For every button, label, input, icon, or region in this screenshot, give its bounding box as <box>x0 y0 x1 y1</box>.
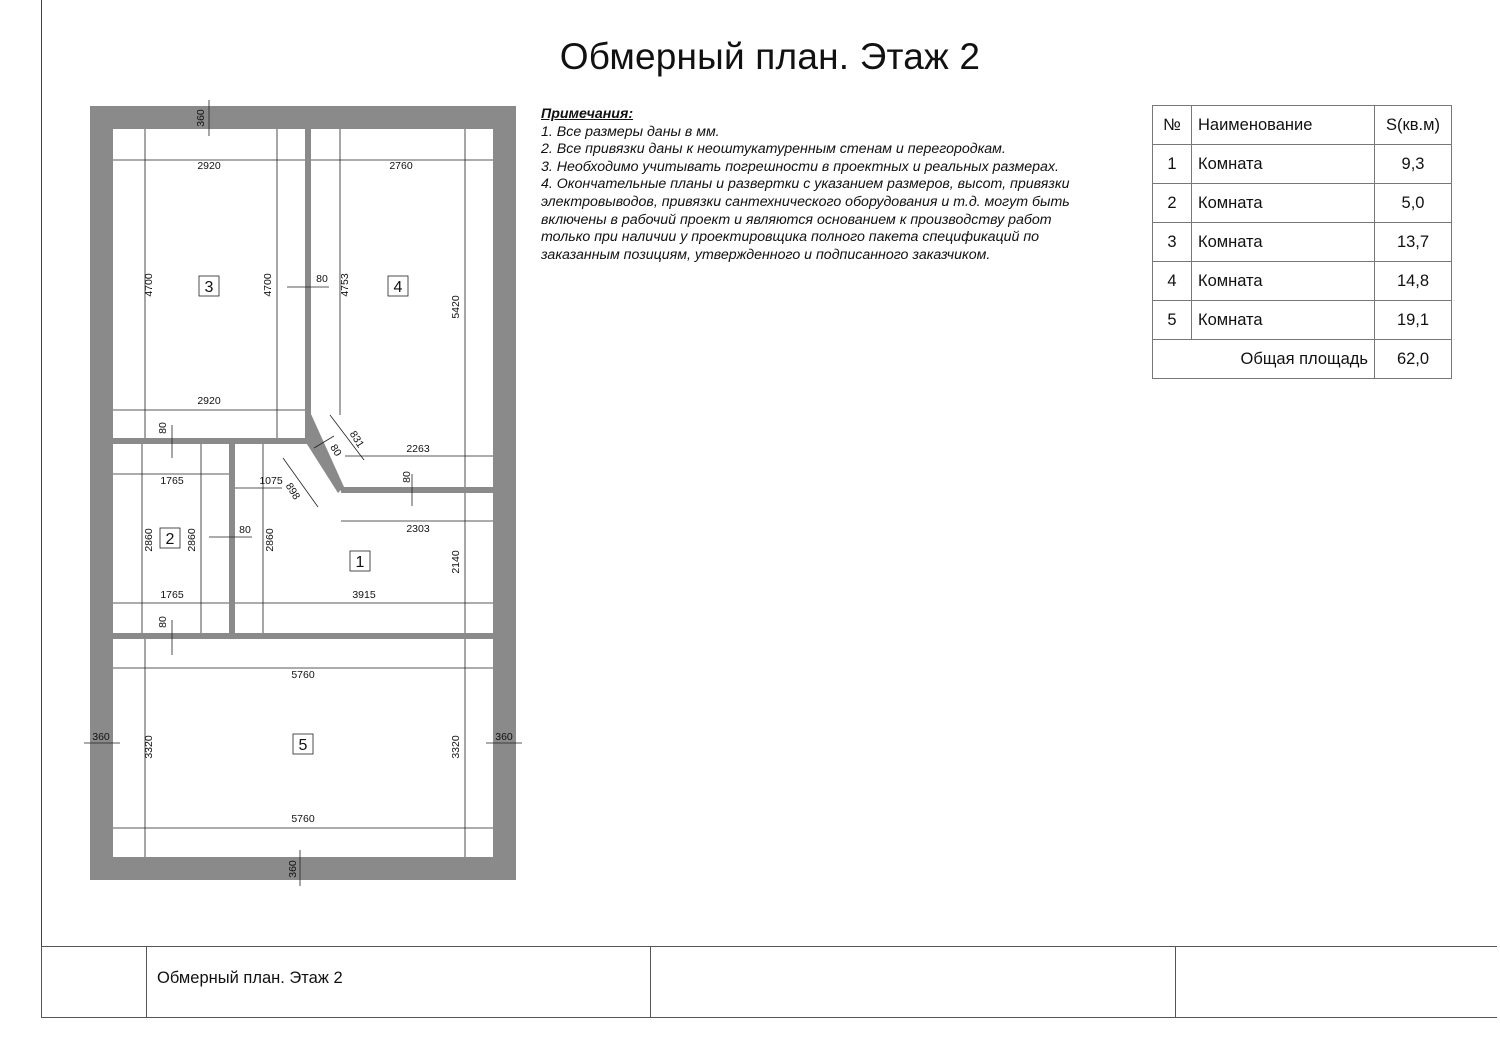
dim-wall-top: 360 <box>195 109 207 127</box>
row-name: Комната <box>1192 145 1375 184</box>
row-name: Комната <box>1192 223 1375 262</box>
row-name: Комната <box>1192 184 1375 223</box>
row-number: 1 <box>1153 145 1192 184</box>
row-number: 4 <box>1153 262 1192 301</box>
title-block <box>41 946 1497 1018</box>
table-row <box>1153 301 1452 340</box>
dim-r1-step-partition: 80 <box>401 471 413 483</box>
note-line: 1. Все размеры даны в мм. <box>541 123 720 140</box>
dim-diag-898: 898 <box>282 480 303 503</box>
dim-r4-top-width: 2760 <box>389 160 413 172</box>
floor-plan <box>0 0 540 900</box>
note-line: электровыводов, привязки сантехнического оборудования и т.д. могут быть <box>541 193 1070 210</box>
table-row <box>1153 184 1452 223</box>
dim-r5-top-width: 5760 <box>291 669 315 681</box>
dim-r4-right-height: 5420 <box>450 295 462 319</box>
title-block-cell-2 <box>146 947 651 1017</box>
row-area: 14,8 <box>1375 262 1452 301</box>
room-number-1: 1 <box>355 554 365 571</box>
table-row <box>1153 145 1452 184</box>
total-label: Общая площадь <box>1153 340 1375 379</box>
row-name: Комната <box>1192 301 1375 340</box>
dim-r2-right-height: 2860 <box>186 528 198 552</box>
dimension-labels <box>92 109 513 878</box>
notes-block <box>541 106 1121 264</box>
note-line: заказанным позициям, утвержденного и подписанного заказчиком. <box>541 246 991 263</box>
dim-r3-bottom-width: 2920 <box>197 395 221 407</box>
area-table <box>1152 105 1452 379</box>
header-name: Наименование <box>1192 106 1375 145</box>
note-line: включены в рабочий проект и являются основанием к производству работ <box>541 211 1052 228</box>
notes-heading: Примечания: <box>541 106 634 122</box>
dim-partition-2-5: 80 <box>157 616 169 628</box>
dim-r4-left-height: 4753 <box>339 273 351 297</box>
room-number-5: 5 <box>298 737 308 754</box>
dim-diag-80: 80 <box>327 442 344 459</box>
note-line: 3. Необходимо учитывать погрешности в проектных и реальных размерах. <box>541 158 1059 175</box>
row-area: 9,3 <box>1375 145 1452 184</box>
room-markers <box>160 276 408 754</box>
note-line: только при наличии у проектировщика полного пакета спецификаций по <box>541 229 1040 246</box>
dim-r5-left-height: 3320 <box>143 735 155 759</box>
table-row <box>1153 262 1452 301</box>
header-area: S(кв.м) <box>1375 106 1452 145</box>
table-row <box>1153 223 1452 262</box>
dim-partition-3-2: 80 <box>157 422 169 434</box>
dim-r3-top-width: 2920 <box>197 160 221 172</box>
dim-wall-right: 360 <box>495 731 513 743</box>
dim-r2-top-width: 1765 <box>160 475 184 487</box>
title-block-drawing-name: Обмерный план. Этаж 2 <box>157 969 343 987</box>
dim-r2-bottom-width: 1765 <box>160 589 184 601</box>
dim-r1-right-height: 2140 <box>450 550 462 574</box>
dim-r3-right-height: 4700 <box>262 273 274 297</box>
title-block-cell-3 <box>650 947 1176 1017</box>
row-number: 3 <box>1153 223 1192 262</box>
page-title: Обмерный план. Этаж 2 <box>559 36 981 77</box>
dim-partition-3-4: 80 <box>316 273 328 285</box>
title-block-cell-1 <box>41 947 147 1017</box>
total-row <box>1153 340 1452 379</box>
row-name: Комната <box>1192 262 1375 301</box>
dim-r3-left-height: 4700 <box>143 273 155 297</box>
row-number: 2 <box>1153 184 1192 223</box>
dim-wall-left: 360 <box>92 731 110 743</box>
room-number-4: 4 <box>393 279 403 296</box>
dim-r1-top-width: 2263 <box>406 443 430 455</box>
dim-r5-right-height: 3320 <box>450 735 462 759</box>
note-line: 4. Окончательные планы и развертки с указанием размеров, высот, привязки <box>541 176 1070 193</box>
row-area: 5,0 <box>1375 184 1452 223</box>
dim-r5-bottom-width: 5760 <box>291 813 315 825</box>
row-number: 5 <box>1153 301 1192 340</box>
dim-partition-2-1: 80 <box>239 524 251 536</box>
room-number-3: 3 <box>204 279 214 296</box>
dim-wall-bottom: 360 <box>287 860 299 878</box>
dim-r2-left-height: 2860 <box>143 528 155 552</box>
dim-diag-831: 831 <box>346 428 367 451</box>
total-value: 62,0 <box>1375 340 1452 379</box>
row-area: 19,1 <box>1375 301 1452 340</box>
dim-r1-left-height: 2860 <box>264 528 276 552</box>
note-line: 2. Все привязки даны к неоштукатуренным стенам и перегородкам. <box>541 141 1006 158</box>
area-table-header <box>1153 106 1452 145</box>
partitions <box>113 129 493 639</box>
dim-r1-bottom-width: 3915 <box>352 589 376 601</box>
row-area: 13,7 <box>1375 223 1452 262</box>
header-number: № <box>1153 106 1192 145</box>
title-block-cell-4 <box>1175 947 1498 1017</box>
dim-r1-mid-width: 2303 <box>406 523 430 535</box>
room-number-2: 2 <box>165 531 175 548</box>
dim-r1-left-piece: 1075 <box>259 475 283 487</box>
